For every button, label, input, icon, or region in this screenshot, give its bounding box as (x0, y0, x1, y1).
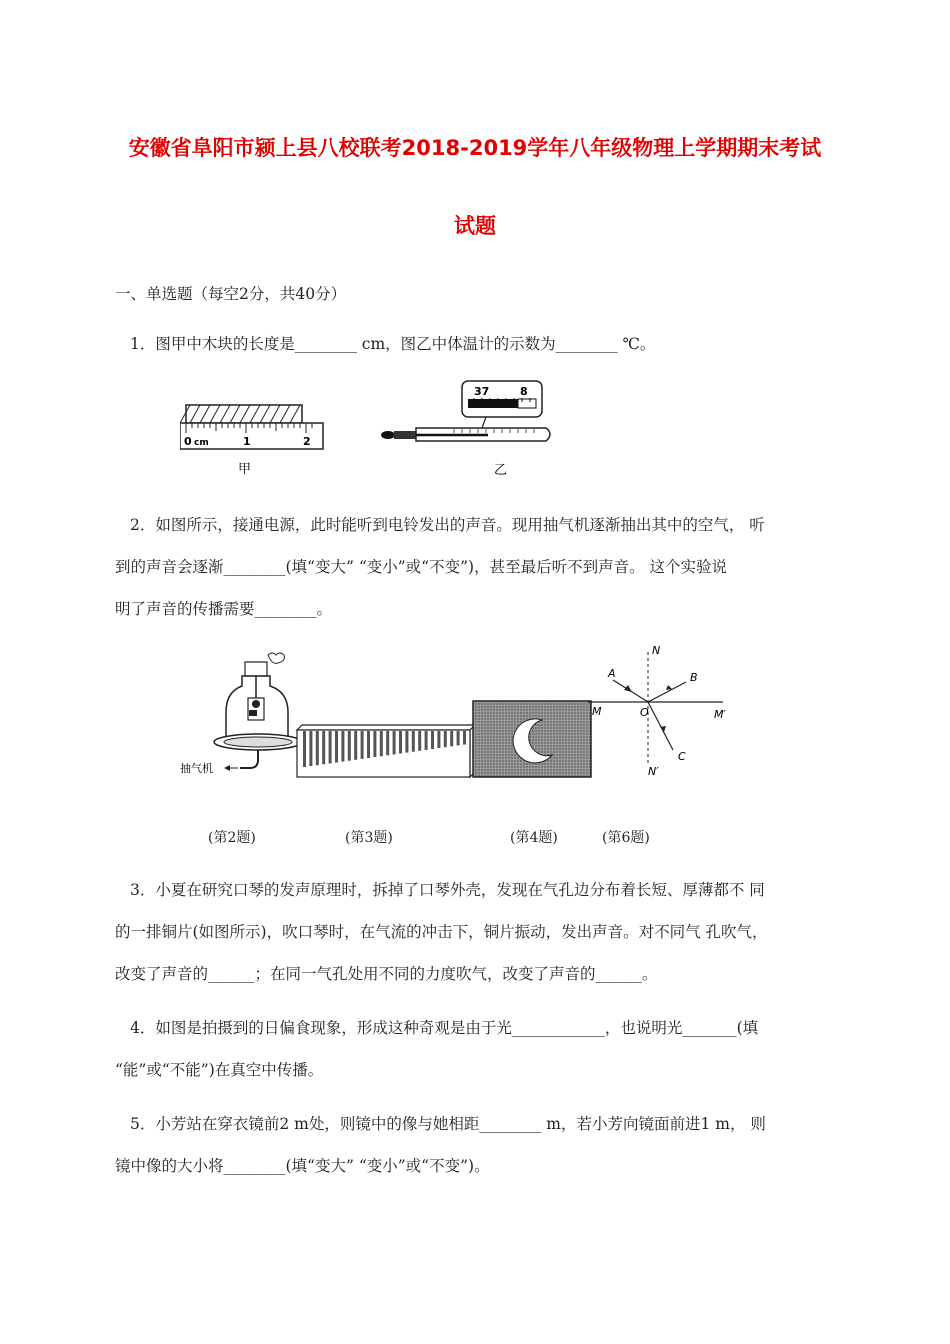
light-ray-diagram (588, 640, 748, 780)
reed (425, 731, 428, 750)
label-m: M (592, 705, 602, 718)
question-2-line: 2．如图所示，接通电源，此时能听到电铃发出的声音。现用抽气机逐渐抽出其中的空气， 听 (130, 516, 765, 534)
reed (373, 731, 376, 757)
thermometer-reading-right: 8 (520, 385, 528, 398)
figure-caption: (第3题) (345, 830, 393, 846)
reflected-ray (648, 682, 686, 702)
ruler-tick-label: 0 (184, 435, 192, 448)
label-o: O (640, 706, 649, 719)
reed (354, 731, 357, 760)
page-title-continued: 试题 (454, 214, 496, 238)
figure-caption: (第2题) (208, 830, 256, 846)
reed (405, 731, 408, 753)
label-a: A (608, 667, 616, 680)
reed (341, 731, 344, 762)
reed (309, 731, 312, 766)
reed (437, 731, 440, 748)
bell-jar-figure (180, 650, 300, 780)
refracted-ray (648, 702, 673, 750)
section-heading: 一、单选题（每空2分，共40分） (115, 285, 347, 303)
label-m-prime: M′ (714, 708, 726, 721)
figure-caption-jia: 甲 (238, 462, 252, 477)
question-4-line: “能”或“不能”)在真空中传播。 (115, 1061, 324, 1079)
question-5-line: 5．小芳站在穿衣镜前2 m处，则镜中的像与她相距________ m，若小芳向镜面前进1 m， 则 (130, 1115, 766, 1133)
reed (444, 731, 447, 747)
reed (393, 731, 396, 754)
label-n-prime: N′ (648, 765, 659, 778)
reed (450, 731, 453, 746)
question-2-line: 到的声音会逐渐________(填“变大” “变小”或“不变”)，甚至最后听不到声音。 这个实验说 (115, 558, 727, 576)
reed (335, 731, 338, 763)
label-b: B (690, 671, 698, 684)
question-2-line: 明了声音的传播需要________。 (115, 600, 333, 618)
reed (463, 731, 466, 745)
question-3-line: 改变了声音的______；在同一气孔处用不同的力度吹气，改变了声音的______。 (115, 965, 658, 983)
reed (386, 731, 389, 755)
reed (329, 731, 332, 763)
eclipse-photo (472, 700, 594, 780)
reed (457, 731, 460, 745)
air-pump-label: 抽气机 (180, 762, 213, 775)
reed (399, 731, 402, 754)
reed (412, 731, 415, 752)
figure-caption-yi: 乙 (494, 463, 508, 478)
ruler-figure (180, 400, 330, 480)
question-5-line: 镜中像的大小将________(填“变大” “变小”或“不变”)。 (115, 1157, 490, 1175)
reed (303, 731, 306, 767)
reed (348, 731, 351, 761)
reed (361, 731, 364, 759)
ruler-tick-label: 2 (303, 435, 311, 448)
harmonica-reeds-figure (295, 700, 480, 780)
reed (316, 731, 319, 765)
reed (367, 731, 370, 758)
reed (380, 731, 383, 756)
page-title: 安徽省阜阳市颍上县八校联考2018-2019学年八年级物理上学期期末考试 (128, 136, 822, 160)
thermometer-figure (378, 378, 558, 478)
thermometer-reading-left: 37 (474, 385, 490, 398)
question-4-line: 4．如图是拍摄到的日偏食现象，形成这种奇观是由于光____________，也说明光_______(填 (130, 1019, 759, 1037)
reed (322, 731, 325, 764)
question-3-line: 3．小夏在研究口琴的发声原理时，拆掉了口琴外壳，发现在气孔边分布着长短、厚薄都不 同 (130, 881, 765, 899)
reed (418, 731, 421, 751)
ruler-unit-label: cm (194, 438, 209, 448)
figure-caption: (第6题) (602, 830, 650, 846)
figure-caption: (第4题) (510, 830, 558, 846)
question-1-text: 1．图甲中木块的长度是________ cm，图乙中体温计的示数为________ ℃。 (130, 335, 656, 353)
reed (431, 731, 434, 749)
question-3-line: 的一排铜片(如图所示)，吹口琴时，在气流的冲击下，铜片振动，发出声音。对不同气 孔吹气， (115, 923, 768, 941)
ruler-tick-label: 1 (243, 435, 251, 448)
label-n: N (652, 644, 661, 657)
label-c: C (678, 750, 686, 763)
